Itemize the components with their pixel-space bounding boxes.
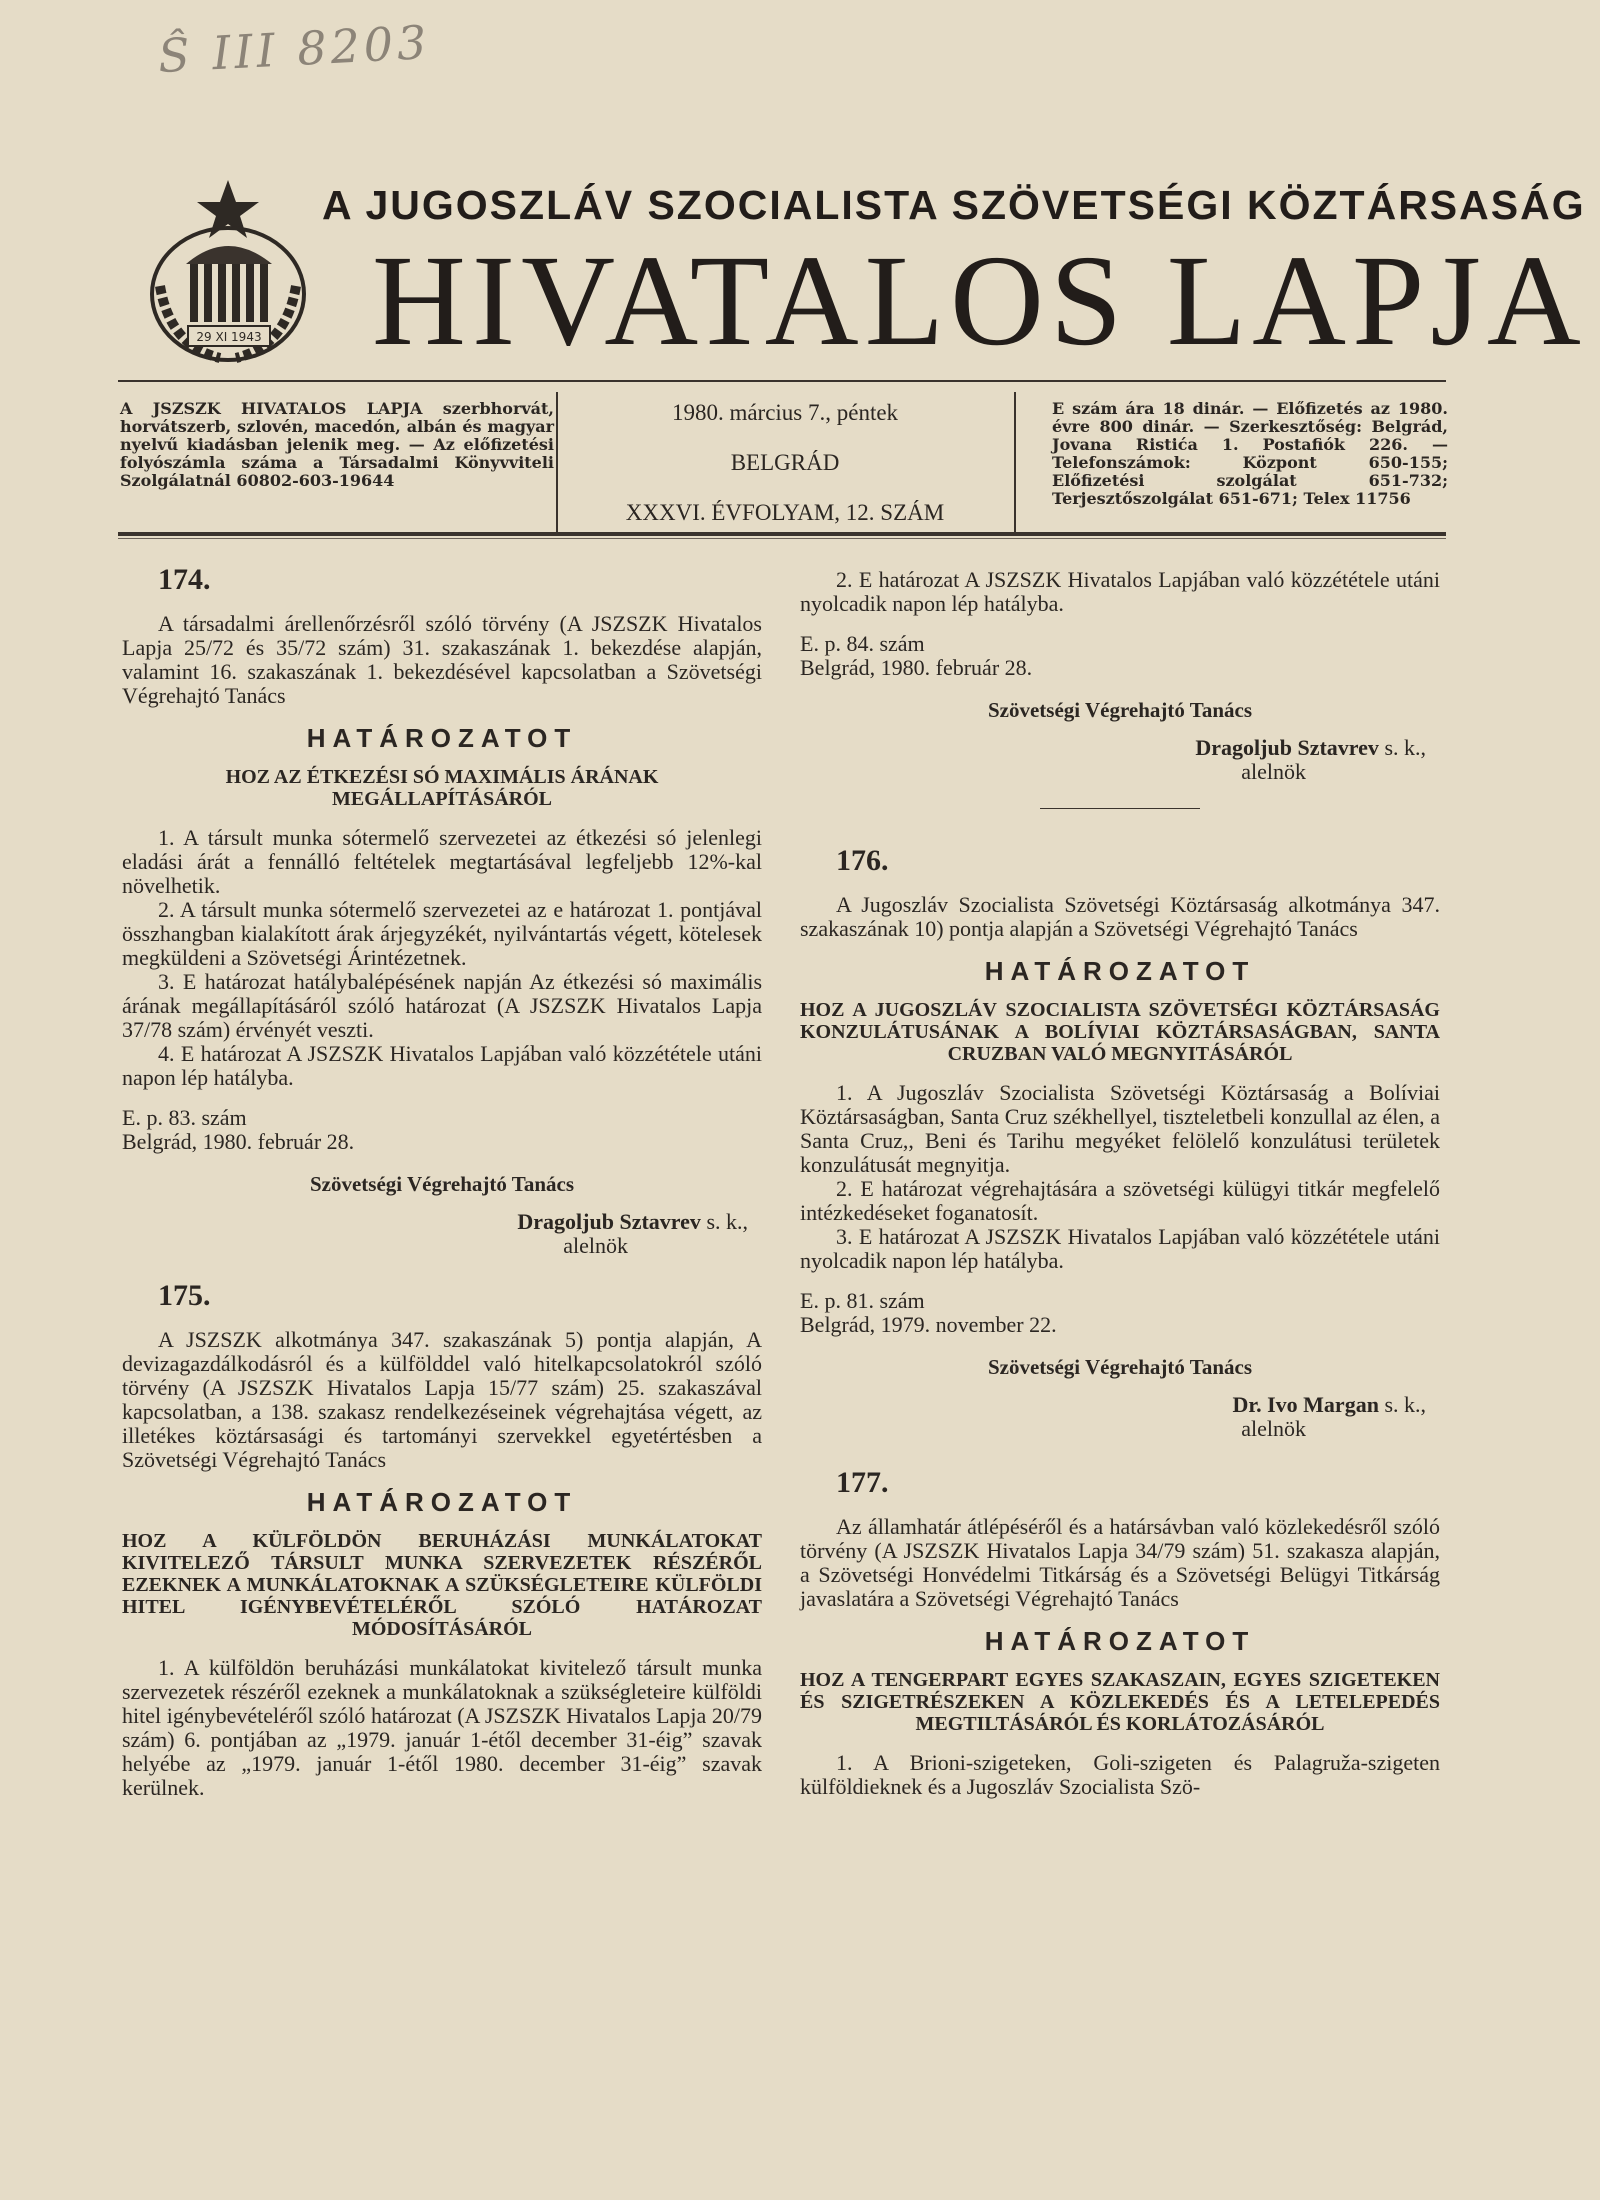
decree-176-point-3: 3. E határozat A JSZSZK Hivatalos Lapjában való közzététele utáni nyolcadik napon lép hatályba. <box>800 1224 1440 1273</box>
decree-176-number: 176. <box>836 844 889 877</box>
decree-176-signer <box>800 1393 1440 1441</box>
decree-174-ref: E. p. 83. szám <box>122 1105 247 1130</box>
decree-174-number: 174. <box>158 563 211 596</box>
decree-177-number: 177. <box>836 1466 889 1499</box>
masthead-subtitle: A JUGOSZLÁV SZOCIALISTA SZÖVETSÉGI KÖZTÁRSASÁG <box>322 182 1586 228</box>
decree-176-intro: A Jugoszláv Szocialista Szövetségi Köztársaság alkotmánya 347. szakaszának 10) pontja alapján a Szövetségi Végrehajtó Tanács <box>800 892 1440 941</box>
section-divider <box>1040 808 1200 809</box>
decree-175-signer <box>800 736 1440 784</box>
decree-174-point-3: 3. E határozat hatálybalépésének napján Az étkezési só maximális árának megállapításáról szóló határozat (A JSZSZK Hivatalos Lapja 37/78 szám) érvényét veszti. <box>122 969 762 1042</box>
masthead-publication-info: A JSZSZK HIVATALOS LAPJA szerbhorvát, horvátszerb, szlovén, macedón, albán és magyar nyelvű kiadásban jelenik meg. — Az előfizetési folyószámla száma a Társadalmi Könyvviteli Szolgálatnál 60802-603-19644 <box>120 399 554 490</box>
masthead-divider-left <box>556 392 558 532</box>
issue-date: 1980. március 7., péntek <box>671 400 899 425</box>
decree-175-signer-suffix: s. k., <box>1384 735 1426 760</box>
decree-174-signer <box>122 1210 762 1258</box>
decree-174-title: HOZ AZ ÉTKEZÉSI SÓ MAXIMÁLIS ÁRÁNAK MEGÁLLAPÍTÁSÁRÓL <box>225 766 659 810</box>
decree-175-number: 175. <box>158 1279 211 1312</box>
right-column <box>800 568 1440 1799</box>
decree-175-signer-name: Dragoljub Sztavrev <box>1195 735 1379 760</box>
decree-177-point-1: 1. A Brioni-szigeteken, Goli-szigeten és Palagruža-szigeten külföldieknek és a Jugoszláv Szocialista Szö- <box>800 1750 1440 1799</box>
masthead-title: HIVATALOS LAPJA <box>372 229 1587 373</box>
decree-174-signer-role: alelnök <box>563 1233 628 1258</box>
decree-177-heading: HATÁROZATOT <box>984 1626 1256 1656</box>
decree-175-point-1: 1. A külföldön beruházási munkálatokat kivitelező társult munka szervezetek részéről ezeknek a munkálatoknak a szükségleteire külföldi hitel igénybevételéről szóló határozat (A JSZSZK Hivatalos Lapja 20/79 szám) 6. pontjában az „1979. január 1-étől december 31-éig” szavak helyébe az „1979. január 1-étől 1980. december 31-éig” szavak kerülnek. <box>122 1655 762 1800</box>
decree-177-title: HOZ A TENGERPART EGYES SZAKASZAIN, EGYES SZIGETEKEN ÉS SZIGETRÉSZEKEN A KÖZLEKEDÉS ÉS A LETELEPEDÉS MEGTILTÁSÁRÓL ÉS KORLÁTOZÁSÁRÓL <box>800 1669 1440 1735</box>
decree-175-point-2: 2. E határozat A JSZSZK Hivatalos Lapjában való közzététele utáni nyolcadik napon lép hatályba. <box>800 567 1440 616</box>
decree-175-intro: A JSZSZK alkotmánya 347. szakaszának 5) pontja alapján, A devizagazdálkodásról és a külfölddel való hitelkapcsolatokról szóló törvény (A JSZSZK Hivatalos Lapja 15/77 szám) 25. szakaszával kapcsolatban, a 138. szakasz rendelkezéseinek végrehajtása végett, az illetékes köztársasági és tartományi szervekkel egyetértésben a Szövetségi Végrehajtó Tanács <box>122 1327 762 1472</box>
masthead-divider-right <box>1014 392 1016 532</box>
decree-176-place-date: Belgrád, 1979. november 22. <box>800 1312 1057 1337</box>
decree-174-council: Szövetségi Végrehajtó Tanács <box>309 1172 575 1196</box>
decree-174-intro: A társadalmi árellenőrzésről szóló törvény (A JSZSZK Hivatalos Lapja 25/72 és 35/72 szám) 31. szakaszának 1. bekezdése alapján, valamint 16. szakaszának 1. bekezdésével kapcsolatban a Szövetségi Végrehajtó Tanács <box>122 611 762 708</box>
decree-174-place-date: Belgrád, 1980. február 28. <box>122 1129 355 1154</box>
decree-176-council: Szövetségi Végrehajtó Tanács <box>987 1355 1253 1379</box>
decree-177-intro: Az államhatár átlépéséről és a határsávban való közlekedésről szóló törvény (A JSZSZK Hivatalos Lapja 34/79 szám) 51. szakasza alapján, a Szövetségi Honvédelmi Titkárság és a Szövetségi Belügyi Titkárság javaslatára a Szövetségi Végrehajtó Tanács <box>800 1514 1440 1611</box>
decree-175-place-date: Belgrád, 1980. február 28. <box>800 655 1033 680</box>
masthead-top-rule <box>118 380 1446 382</box>
emblem-date: 29 XI 1943 <box>196 330 262 344</box>
decree-176-heading: HATÁROZATOT <box>984 956 1256 986</box>
decree-176-signer-suffix: s. k., <box>1384 1392 1426 1417</box>
decree-175-ref: E. p. 84. szám <box>800 631 925 656</box>
decree-175-heading: HATÁROZATOT <box>306 1487 578 1517</box>
emblem-torches <box>186 246 272 322</box>
issue-city: BELGRÁD <box>730 450 840 475</box>
decree-174-point-2: 2. A társult munka sótermelő szervezetei az e határozat 1. pontjával összhangban kialakított árak árjegyzékét, nyilvántartás végett, kötelesek megküldeni a Szövetségi Árintézetnek. <box>122 897 762 970</box>
decree-176-ref: E. p. 81. szám <box>800 1288 925 1313</box>
masthead-bottom-rule <box>118 532 1446 536</box>
decree-174-signer-suffix: s. k., <box>706 1209 748 1234</box>
decree-176-point-1: 1. A Jugoszláv Szocialista Szövetségi Köztársaság a Bolíviai Köztársaságban, Santa Cruz székhellyel, tiszteletbeli konzullal az élen, a Santa Cruz,, Beni és Tarihu megyéket felölelő konzulátusi területek konzulátusát megnyitja. <box>800 1080 1440 1177</box>
decree-174-point-1: 1. A társult munka sótermelő szervezetei az étkezési só jelenlegi eladási árát a fennálló feltételek megtartásával legfeljebb 12%-kal növelhetik. <box>122 825 762 898</box>
decree-175-signer-role: alelnök <box>1241 759 1306 784</box>
left-column <box>122 563 762 1800</box>
decree-174-signer-name: Dragoljub Sztavrev <box>517 1209 701 1234</box>
decree-176-signer-role: alelnök <box>1241 1416 1306 1441</box>
handwritten-reference: Ŝ III 8203 <box>156 14 432 84</box>
masthead-issue-block <box>570 400 1000 550</box>
decree-176-title: HOZ A JUGOSZLÁV SZOCIALISTA SZÖVETSÉGI KÖZTÁRSASÁG KONZULÁTUSÁNAK A BOLÍVIAI KÖZTÁRSASÁGBAN, SANTA CRUZBAN VALÓ MEGNYITÁSÁRÓL <box>800 999 1440 1065</box>
decree-175-title: HOZ A KÜLFÖLDÖN BERUHÁZÁSI MUNKÁLATOKAT KIVITELEZŐ TÁRSULT MUNKA SZERVEZETEK RÉSZÉRŐL EZEKNEK A MUNKÁLATOKNAK A SZÜKSÉGLETEIRE KÜLFÖLDI HITEL IGÉNYBEVÉTELÉRŐL SZÓLÓ HATÁROZAT MÓDOSÍTÁSÁRÓL <box>122 1530 762 1640</box>
masthead-price-contact-info: E szám ára 18 dinár. — Előfizetés az 1980. évre 800 dinár. — Szerkesztőség: Belgrád, Jovana Ristića 1. Postafiók 226. — Telefonszámok: Központ 650-155; Előfizetési szolgálat 651-732; Terjesztőszolgálat 651-671; Telex 11756 <box>1052 399 1448 508</box>
masthead-bottom-thin-rule <box>118 538 1446 539</box>
yugoslav-coat-of-arms-icon <box>140 176 316 372</box>
issue-number: XXXVI. ÉVFOLYAM, 12. SZÁM <box>625 500 945 525</box>
decree-175-council: Szövetségi Végrehajtó Tanács <box>987 698 1253 722</box>
decree-174-heading: HATÁROZATOT <box>306 723 578 753</box>
decree-176-point-2: 2. E határozat végrehajtására a szövetségi külügyi titkár megfelelő intézkedéseket foganatosít. <box>800 1176 1440 1225</box>
decree-174-point-4: 4. E határozat A JSZSZK Hivatalos Lapjában való közzététele utáni napon lép hatályba. <box>122 1041 762 1090</box>
decree-176-signer-name: Dr. Ivo Margan <box>1232 1392 1379 1417</box>
